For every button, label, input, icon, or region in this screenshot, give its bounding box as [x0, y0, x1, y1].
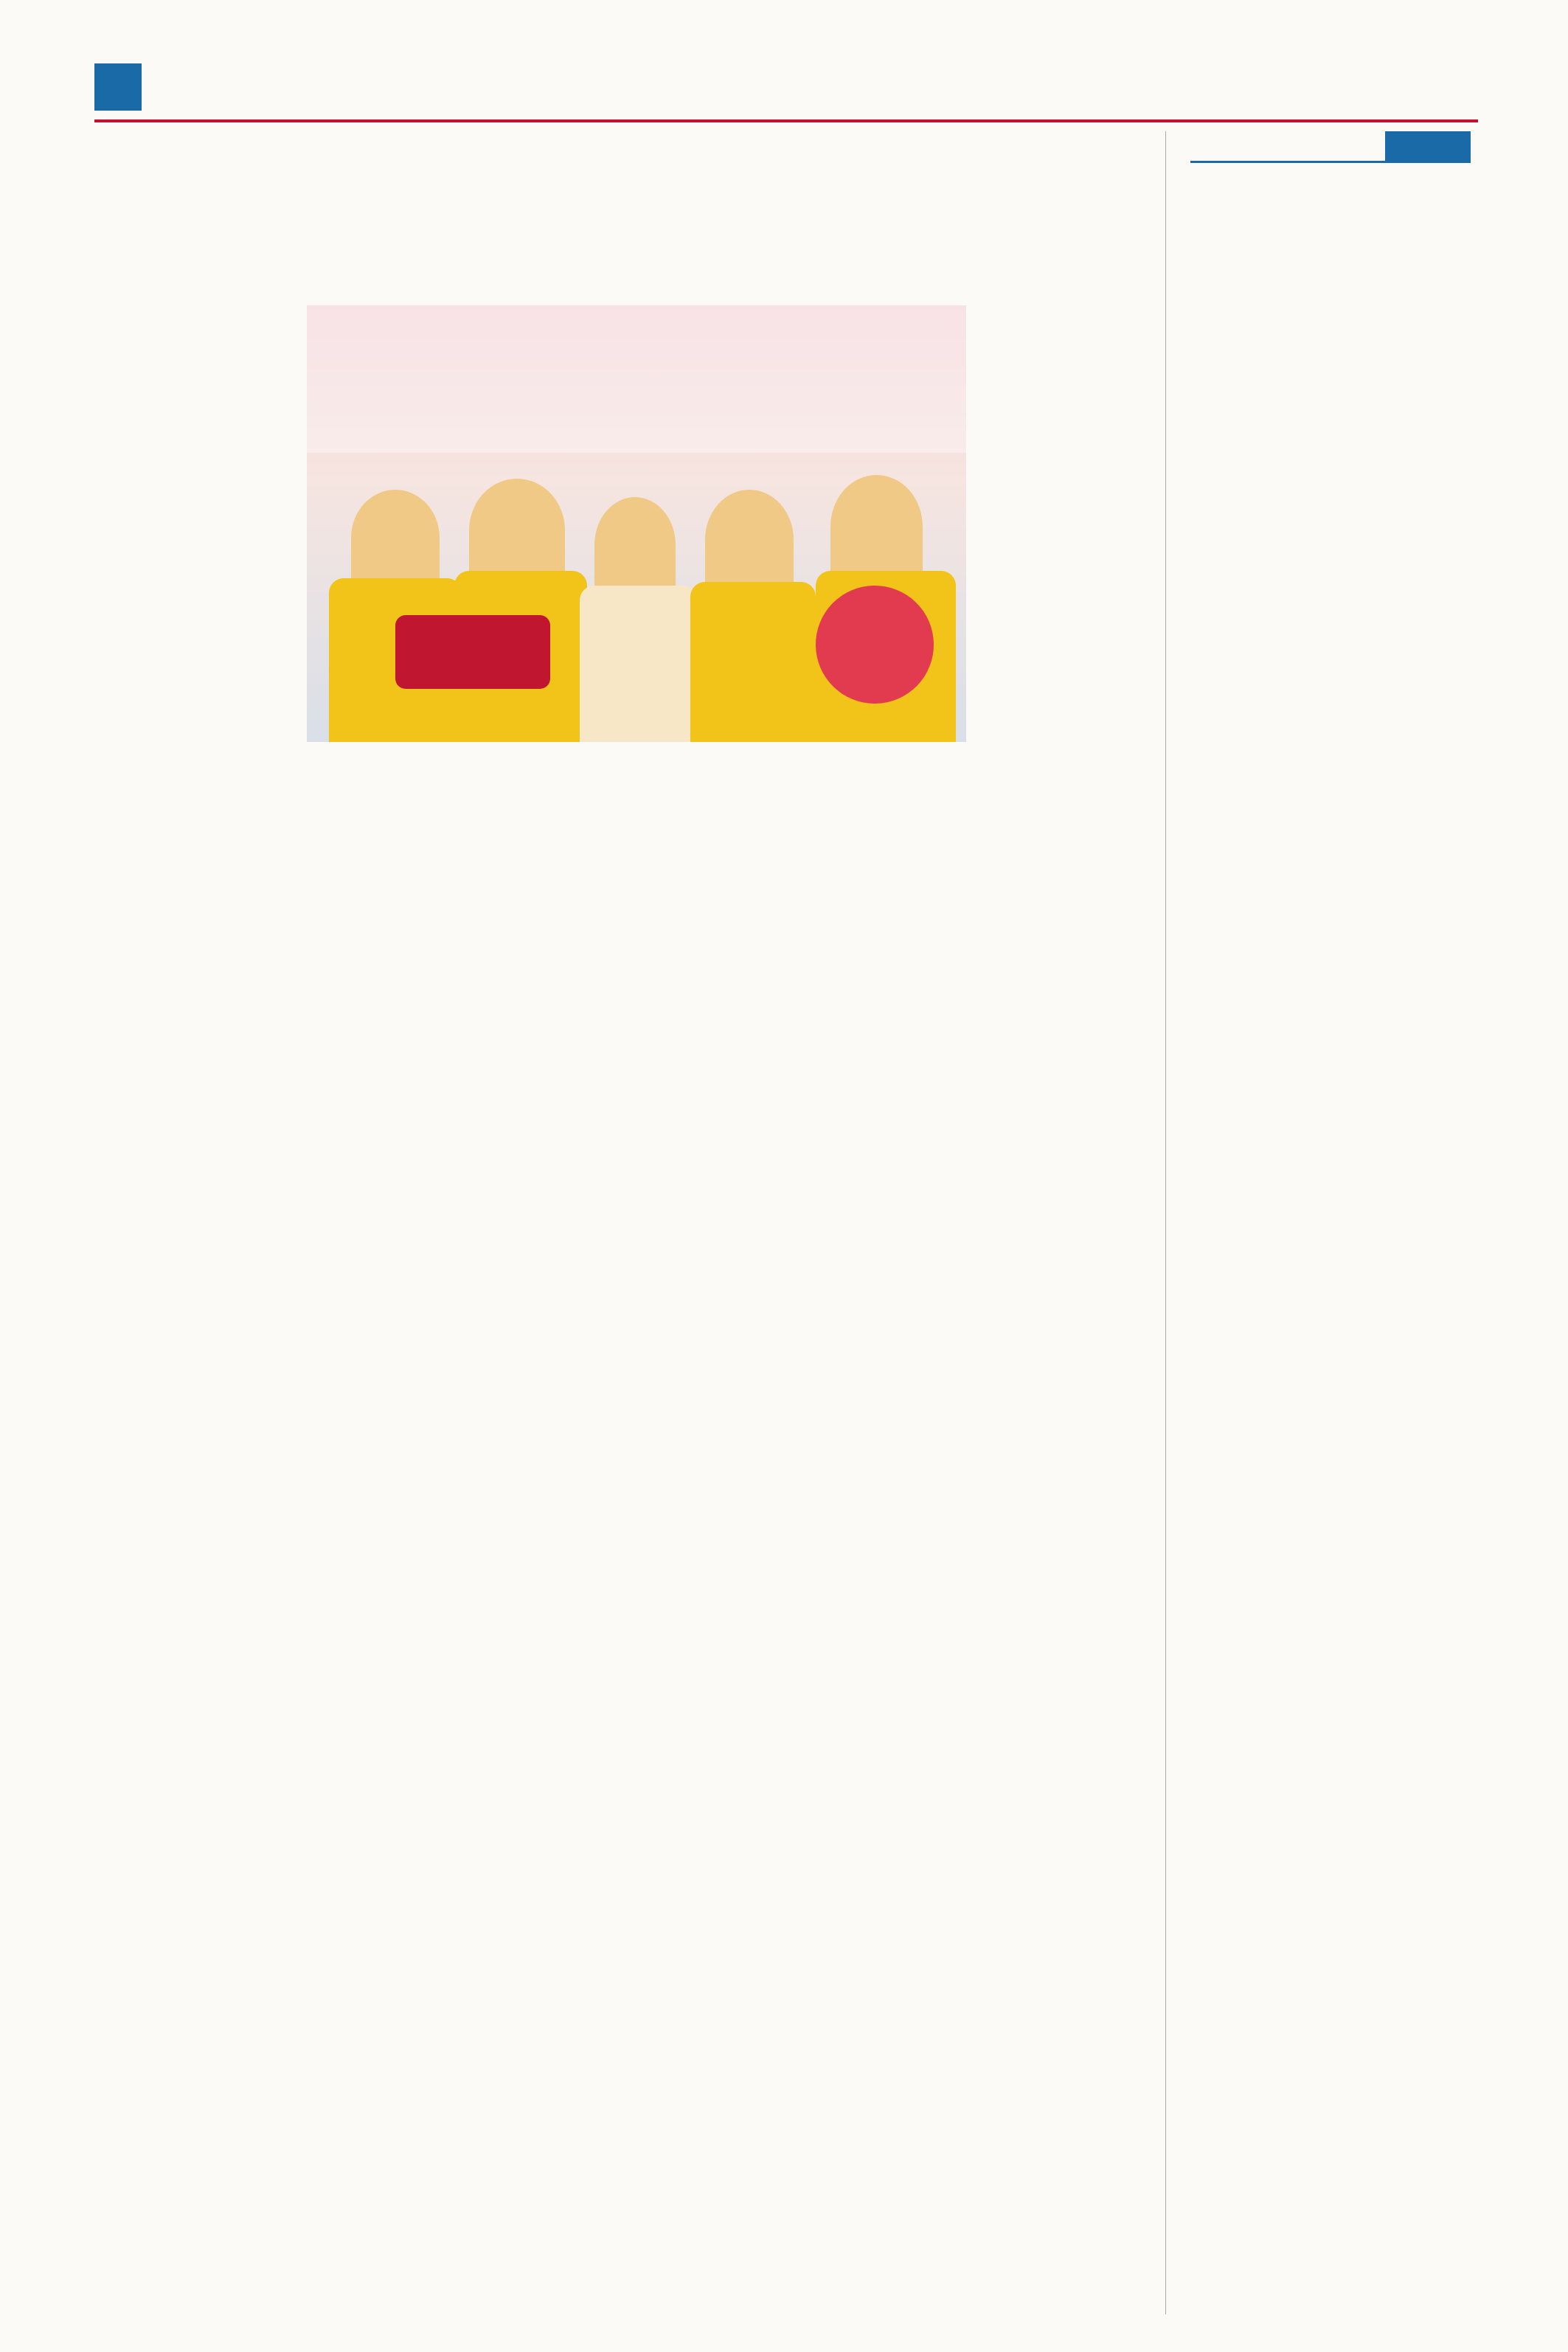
page-number — [94, 63, 142, 111]
article-paragraph — [513, 755, 701, 781]
province-section — [923, 310, 1114, 336]
article-column-2 — [307, 755, 496, 2311]
article-paragraph — [307, 755, 496, 781]
hero-sign — [395, 615, 550, 689]
province-section — [307, 755, 496, 781]
sidebar-divider — [1165, 131, 1166, 2314]
article-paragraph — [923, 455, 1114, 481]
article-column-5 — [923, 310, 1114, 2308]
province-section — [718, 784, 906, 810]
province-section — [102, 310, 289, 336]
province-section — [102, 368, 289, 394]
article-paragraph — [102, 397, 289, 423]
province-section — [513, 784, 701, 810]
province-section — [923, 339, 1114, 364]
header-rule — [94, 119, 1478, 122]
child-figure — [594, 497, 676, 593]
article-column-3 — [513, 755, 701, 2311]
province-section — [923, 455, 1114, 481]
province-section — [718, 872, 906, 898]
province-section — [718, 842, 906, 868]
sidebar-items — [1190, 171, 1471, 2310]
province-section — [718, 814, 906, 839]
sidebar-tag — [1385, 131, 1471, 161]
article-paragraph — [923, 310, 1114, 336]
article-paragraph — [513, 814, 701, 839]
child-figure — [830, 475, 923, 578]
banner-backdrop — [307, 305, 966, 453]
article-paragraph — [923, 397, 1114, 423]
article-column-4 — [718, 755, 906, 2311]
province-section — [307, 784, 496, 810]
province-section — [923, 426, 1114, 452]
article-column-1 — [102, 310, 289, 2308]
article-paragraph — [718, 842, 906, 868]
province-section — [513, 755, 701, 781]
volunteer-vest — [690, 582, 816, 742]
article-photo — [307, 305, 966, 742]
article-paragraph — [923, 368, 1114, 394]
province-section — [923, 368, 1114, 394]
sidebar-rule — [1190, 161, 1471, 163]
sidebar-news — [1190, 131, 1471, 2314]
article-paragraph — [923, 339, 1114, 364]
province-section — [718, 755, 906, 781]
article-paragraph — [102, 310, 289, 336]
article-paragraph — [102, 368, 289, 394]
article-paragraph — [102, 339, 289, 364]
article-paragraph — [513, 784, 701, 810]
province-section — [513, 814, 701, 839]
article-paragraph — [307, 784, 496, 810]
child-figure — [469, 479, 565, 582]
article-paragraph — [718, 755, 906, 781]
article-paragraph — [923, 426, 1114, 452]
province-section — [923, 397, 1114, 423]
province-section — [102, 397, 289, 423]
child-figure — [705, 490, 794, 589]
child-figure — [351, 490, 440, 586]
article-paragraph — [718, 872, 906, 898]
province-section — [102, 339, 289, 364]
shirt — [580, 586, 698, 742]
article-paragraph — [718, 814, 906, 839]
article-paragraph — [718, 784, 906, 810]
